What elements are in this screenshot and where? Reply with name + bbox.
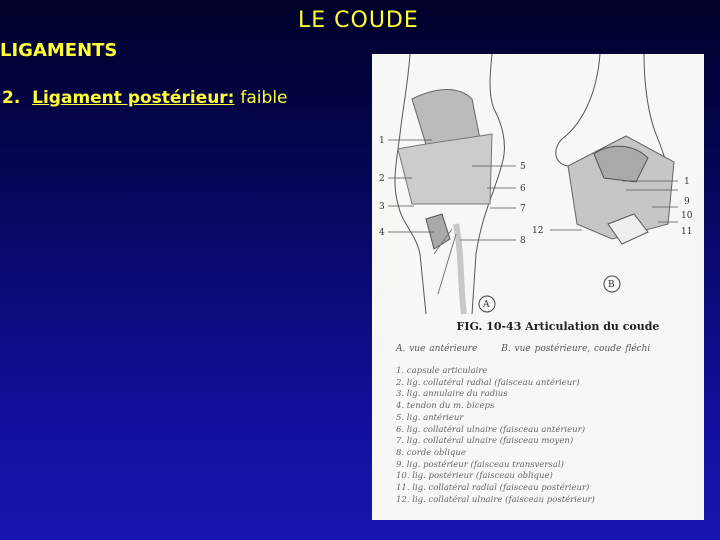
bullet-point — [2, 88, 288, 108]
view-a-label: A. vue antérieure — [396, 344, 478, 354]
anatomy-figure — [372, 54, 704, 520]
callout-a-8: 8 — [520, 236, 526, 246]
callout-b-1: 1 — [684, 177, 690, 187]
callout-a-2: 2 — [379, 174, 385, 184]
callout-a-3: 3 — [379, 202, 385, 212]
legend-item: 7. lig. collatéral ulnaire (faisceau moyen) — [396, 436, 574, 447]
figure-views — [396, 344, 670, 354]
anterior-view-drawing — [395, 54, 504, 314]
legend-item: 1. capsule articulaire — [396, 366, 488, 376]
callout-b-11: 11 — [681, 227, 693, 237]
legend-item: 2. lig. collatéral radial (faisceau antérieur) — [396, 377, 580, 388]
legend-item: 8. corde oblique — [396, 447, 466, 458]
panel-b-label: B — [608, 280, 615, 290]
callout-b-12: 12 — [532, 226, 544, 236]
panel-a-label: A — [483, 300, 490, 310]
callout-b-10: 10 — [681, 211, 693, 221]
legend-item: 9. lig. postérieur (faisceau transversal) — [396, 459, 564, 470]
callout-a-5: 5 — [520, 162, 526, 172]
legend-item: 11. lig. collatéral radial (faisceau postérieur) — [396, 483, 590, 494]
elbow-illustration — [372, 54, 704, 314]
legend-item: 12. lig. collatéral ulnaire (faisceau postérieur) — [396, 494, 595, 505]
section-heading: LIGAMENTS — [0, 40, 118, 61]
callout-a-6: 6 — [520, 184, 526, 194]
point-number: 2. — [2, 88, 21, 108]
callout-a-1: 1 — [379, 136, 385, 146]
figure-caption: FIG. 10-43 Articulation du coude — [456, 320, 660, 333]
point-text: faible — [240, 88, 288, 108]
legend-item: 4. tendon du m. biceps — [396, 401, 495, 412]
legend-item: 5. lig. antérieur — [396, 412, 464, 423]
legend-item: 6. lig. collatéral ulnaire (faisceau antérieur) — [396, 424, 586, 435]
figure-legend — [396, 366, 595, 506]
callout-b-9: 9 — [684, 197, 690, 207]
posterior-view-drawing — [556, 54, 674, 244]
slide-title: LE COUDE — [298, 8, 419, 33]
view-b-label: B. vue postérieure, coude fléchi — [501, 344, 651, 354]
callout-a-4: 4 — [379, 228, 385, 238]
callout-a-7: 7 — [520, 204, 526, 214]
point-heading: Ligament postérieur: — [32, 88, 235, 108]
legend-item: 10. lig. postérieur (faisceau oblique) — [396, 471, 553, 482]
legend-item: 3. lig. annulaire du radius — [396, 389, 508, 400]
